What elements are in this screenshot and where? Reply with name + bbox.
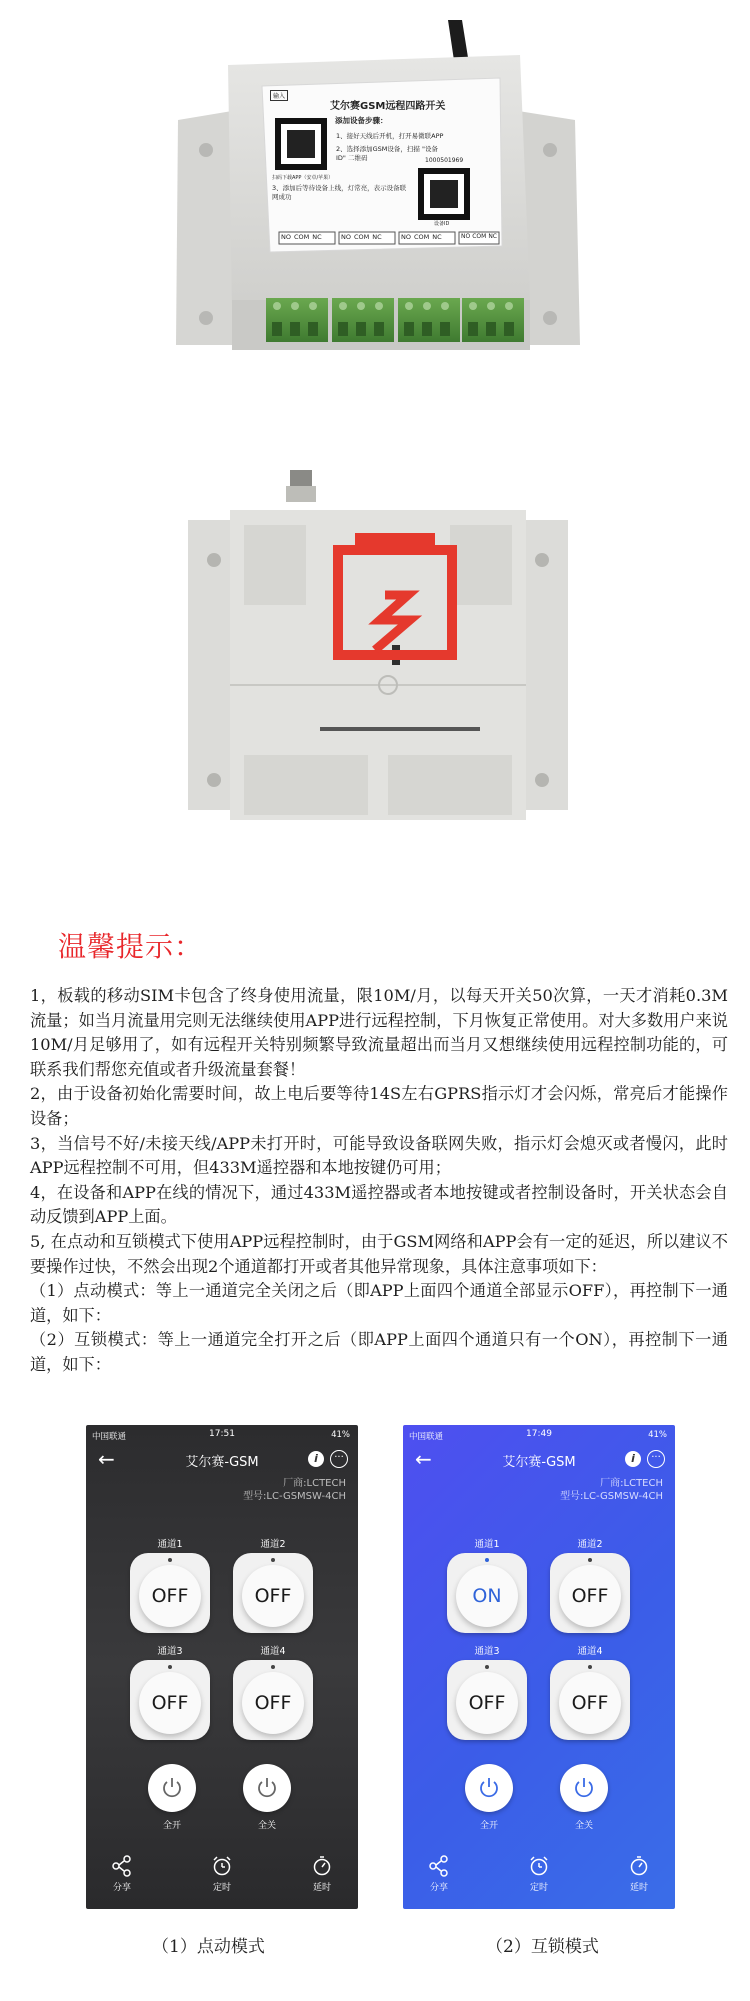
- panel-title: 艾尔赛GSM远程四路开关: [330, 101, 446, 112]
- tab-timer[interactable]: [509, 1855, 569, 1893]
- power-icon: [160, 1776, 184, 1800]
- alarm-clock-icon: [528, 1855, 550, 1877]
- setup-step-2: 2、选择添加GSM设备，扫描 "设备ID" 二维码: [336, 145, 438, 162]
- setup-heading: 添加设备步骤：: [335, 116, 388, 125]
- back-arrow-icon[interactable]: ←: [415, 1447, 432, 1471]
- channel-4-label: 通道4: [577, 1646, 603, 1657]
- model-text: 型号:LC-GSMSW-4CH: [243, 1491, 346, 1502]
- more-icon[interactable]: ···: [330, 1450, 348, 1468]
- channel-1-switch[interactable]: [447, 1553, 527, 1633]
- clock-text: 17:49: [526, 1429, 552, 1439]
- model-text: 型号:LC-GSMSW-4CH: [560, 1491, 663, 1502]
- tip-paragraph-3: 3，当信号不好/未接天线/APP未打开时，可能导致设备联网失败，指示灯会熄灭或者慢闪，此时APP远程控制不可用，但433M遥控器和本地按键仍可用；: [30, 1133, 728, 1178]
- all-off-button[interactable]: [243, 1764, 291, 1812]
- status-dot: [271, 1665, 275, 1669]
- switch-state: OFF: [242, 1565, 304, 1627]
- status-bar: [86, 1428, 358, 1442]
- device-vendor-info: [560, 1477, 663, 1503]
- alarm-clock-icon: [211, 1855, 233, 1877]
- stopwatch-icon: [628, 1855, 650, 1877]
- terminal-labels-3: NO COM NC: [401, 233, 442, 241]
- channel-4-label: 通道4: [260, 1646, 286, 1657]
- all-off-button[interactable]: [560, 1764, 608, 1812]
- tips-title: 温馨提示：: [58, 930, 204, 963]
- tab-share-label: 分享: [112, 1883, 131, 1893]
- caption-interlock-mode: （2）互锁模式: [486, 1937, 599, 1957]
- phone-screenshot-interlock-mode: [403, 1425, 675, 1909]
- tab-delay-label: 延时: [312, 1883, 331, 1893]
- device-title: 艾尔赛-GSM: [502, 1455, 576, 1470]
- channel-2-label: 通道2: [577, 1539, 603, 1550]
- tips-body: [30, 984, 728, 1378]
- channel-3-label: 通道3: [474, 1646, 500, 1657]
- channel-3-switch[interactable]: [447, 1660, 527, 1740]
- tip-paragraph-6: （1）点动模式：等上一通道完全关闭之后（即APP上面四个通道全部显示OFF），再控制下一通道，如下：: [30, 1281, 728, 1325]
- channel-4-switch[interactable]: [550, 1660, 630, 1740]
- tab-delay[interactable]: [609, 1855, 669, 1893]
- carrier-text: 中国联通: [92, 1432, 127, 1442]
- power-icon: [572, 1776, 596, 1800]
- status-bar: [403, 1428, 675, 1442]
- tab-timer-label: 定时: [212, 1883, 231, 1893]
- stopwatch-icon: [311, 1855, 333, 1877]
- channel-3-label: 通道3: [157, 1646, 183, 1657]
- channel-2-switch[interactable]: [550, 1553, 630, 1633]
- switch-state: OFF: [139, 1672, 201, 1734]
- setup-step-3: 3、添加后等待设备上线，灯常亮，表示设备联网成功: [272, 184, 407, 201]
- device-front-illustration: [0, 0, 750, 405]
- power-icon: [255, 1776, 279, 1800]
- channel-1-label: 通道1: [157, 1539, 183, 1550]
- battery-text: 41%: [648, 1430, 667, 1440]
- status-dot: [485, 1558, 489, 1562]
- switch-state: OFF: [559, 1672, 621, 1734]
- terminal-labels-4: NO COM NC: [461, 233, 497, 240]
- switch-state: OFF: [456, 1672, 518, 1734]
- power-icon: [477, 1776, 501, 1800]
- nav-bar: [403, 1445, 675, 1473]
- all-on-label: 全开: [479, 1821, 498, 1831]
- input-label: 输入: [270, 90, 288, 101]
- caption-jog-mode: （1）点动模式: [152, 1937, 265, 1957]
- device-id-caption: 设备ID: [434, 221, 450, 227]
- device-vendor-info: [243, 1477, 346, 1503]
- tip-paragraph-2: 2，由于设备初始化需要时间，故上电后要等待14S左右GPRS指示灯才会闪烁，常亮后才能操作设备；: [30, 1084, 728, 1128]
- status-dot: [168, 1665, 172, 1669]
- tab-share[interactable]: [409, 1855, 469, 1893]
- tip-paragraph-5: 5, 在点动和互锁模式下使用APP远程控制时，由于GSM网络和APP会有一定的延迟，所以建议不要操作过快，不然会出现2个通道都打开或者其他异常现象，具体注意事项如下：: [30, 1231, 728, 1276]
- tab-delay[interactable]: [292, 1855, 352, 1893]
- info-icon[interactable]: i: [625, 1451, 641, 1467]
- share-icon: [428, 1855, 450, 1877]
- all-off-label: 全关: [574, 1821, 593, 1831]
- device-back-illustration: [0, 455, 750, 865]
- tip-paragraph-7: （2）互锁模式：等上一通道完全打开之后（即APP上面四个通道只有一个ON），再控制下一通道，如下：: [30, 1330, 728, 1374]
- info-icon[interactable]: i: [308, 1451, 324, 1467]
- device-front-photo: [0, 0, 750, 405]
- status-dot: [271, 1558, 275, 1562]
- terminal-labels-1: NO COM NC: [281, 233, 322, 241]
- nav-bar: [86, 1445, 358, 1473]
- tab-timer-label: 定时: [529, 1883, 548, 1893]
- status-dot: [588, 1665, 592, 1669]
- tab-share-label: 分享: [429, 1883, 448, 1893]
- carrier-text: 中国联通: [409, 1432, 444, 1442]
- tab-timer[interactable]: [192, 1855, 252, 1893]
- channel-1-label: 通道1: [474, 1539, 500, 1550]
- switch-state: OFF: [559, 1565, 621, 1627]
- tip-paragraph-1: 1，板载的移动SIM卡包含了终身使用流量，限10M/月，以每天开关50次算，一天才消耗0.3M流量；如当月流量用完则无法继续使用APP进行远程控制，下月恢复正常使用。对大多数用户来说10M/月足够用了，如有远程开关特别频繁导致流量超出而当月又想继续使用远程控制功能的，可联系我们帮您充值或者升级流量套餐！: [30, 986, 728, 1079]
- app-qr-caption: 扫码下载APP（安卓/苹果）: [272, 175, 334, 181]
- status-dot: [168, 1558, 172, 1562]
- clock-text: 17:51: [209, 1429, 235, 1439]
- all-on-button[interactable]: [148, 1764, 196, 1812]
- channel-1-switch[interactable]: [130, 1553, 210, 1633]
- channel-4-switch[interactable]: [233, 1660, 313, 1740]
- device-back-photo: [0, 455, 750, 865]
- all-on-button[interactable]: [465, 1764, 513, 1812]
- status-dot: [588, 1558, 592, 1562]
- all-off-label: 全关: [257, 1821, 276, 1831]
- terminal-labels-2: NO COM NC: [341, 233, 382, 241]
- phone-screenshot-jog-mode: [86, 1425, 358, 1909]
- switch-state: OFF: [242, 1672, 304, 1734]
- vendor-text: 厂商:LCTECH: [600, 1478, 663, 1489]
- more-icon[interactable]: ···: [647, 1450, 665, 1468]
- switch-state: OFF: [139, 1565, 201, 1627]
- device-title: 艾尔赛-GSM: [185, 1455, 259, 1470]
- tab-delay-label: 延时: [629, 1883, 648, 1893]
- switch-state: ON: [456, 1565, 518, 1627]
- all-on-label: 全开: [162, 1821, 181, 1831]
- channel-3-switch[interactable]: [130, 1660, 210, 1740]
- share-icon: [111, 1855, 133, 1877]
- tab-share[interactable]: [92, 1855, 152, 1893]
- tip-paragraph-4: 4，在设备和APP在线的情况下，通过433M遥控器或者本地按键或者控制设备时，开关状态会自动反馈到APP上面。: [30, 1182, 728, 1227]
- setup-step-1: 1、接好天线后开机，打开易微联APP: [336, 132, 444, 140]
- status-dot: [485, 1665, 489, 1669]
- device-id: 1000501969: [425, 157, 464, 164]
- vendor-text: 厂商:LCTECH: [283, 1478, 346, 1489]
- channel-2-switch[interactable]: [233, 1553, 313, 1633]
- channel-2-label: 通道2: [260, 1539, 286, 1550]
- battery-text: 41%: [331, 1430, 350, 1440]
- back-arrow-icon[interactable]: ←: [98, 1447, 115, 1471]
